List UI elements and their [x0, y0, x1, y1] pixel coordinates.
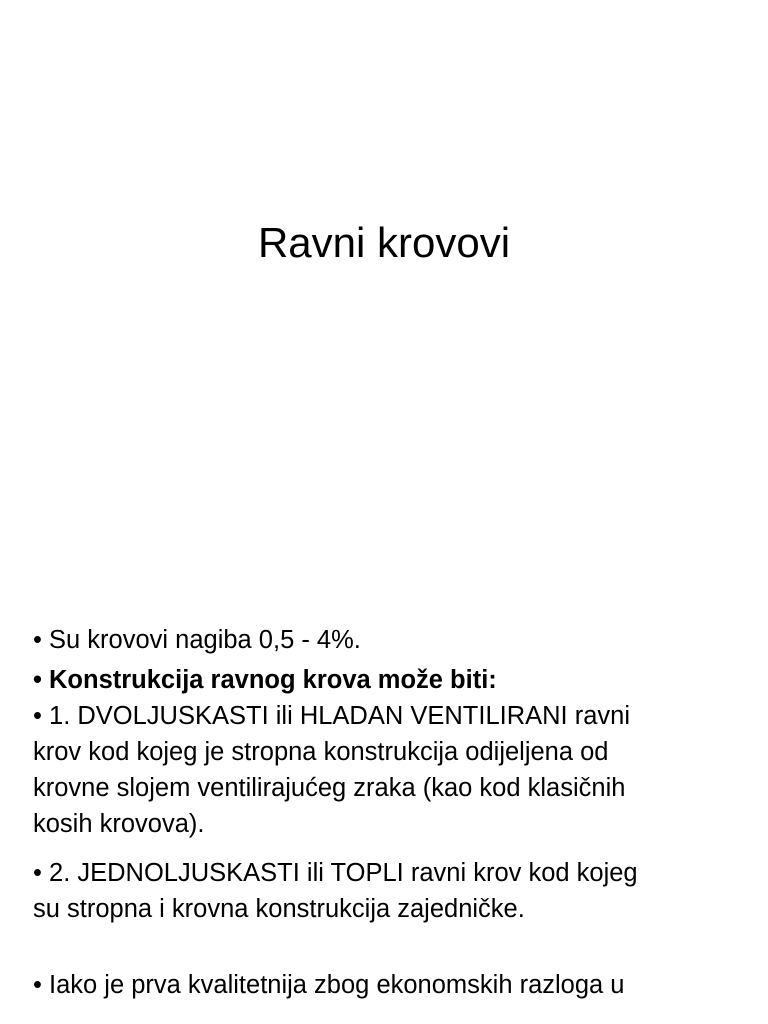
bullet-double-shell-line-4: kosih krovova). [33, 810, 205, 838]
bullet-construction-heading-line-1: • Konstrukcija ravnog krova može biti: [33, 666, 497, 694]
slide-body [33, 622, 753, 1003]
bullet-double-shell-line-2: krov kod kojeg je stropna konstrukcija odijeljena od [33, 738, 609, 766]
bullet-slope-line-1: • Su krovovi nagiba 0,5 - 4%. [33, 626, 361, 654]
slide-title: Ravni krovovi [257, 219, 511, 266]
bullet-double-shell-line-1: • 1. DVOLJUSKASTI ili HLADAN VENTILIRANI ravni [33, 702, 630, 730]
bullet-single-shell-line-2: su stropna i krovna konstrukcija zajedničke. [33, 895, 525, 923]
bullet-single-shell-line-1: • 2. JEDNOLJUSKASTI ili TOPLI ravni krov kod kojeg [33, 859, 638, 887]
bullet-slope [33, 622, 753, 658]
bullet-single-shell [33, 855, 753, 927]
bullet-quality-note-line-1: • Iako je prva kvalitetnija zbog ekonomskih razloga u [33, 971, 625, 999]
bullet-quality-note [33, 967, 753, 1003]
bullet-construction-heading [33, 662, 753, 698]
bullet-double-shell [33, 698, 753, 842]
bullet-double-shell-line-3: krovne slojem ventilirajućeg zraka (kao kod klasičnih [33, 774, 626, 802]
